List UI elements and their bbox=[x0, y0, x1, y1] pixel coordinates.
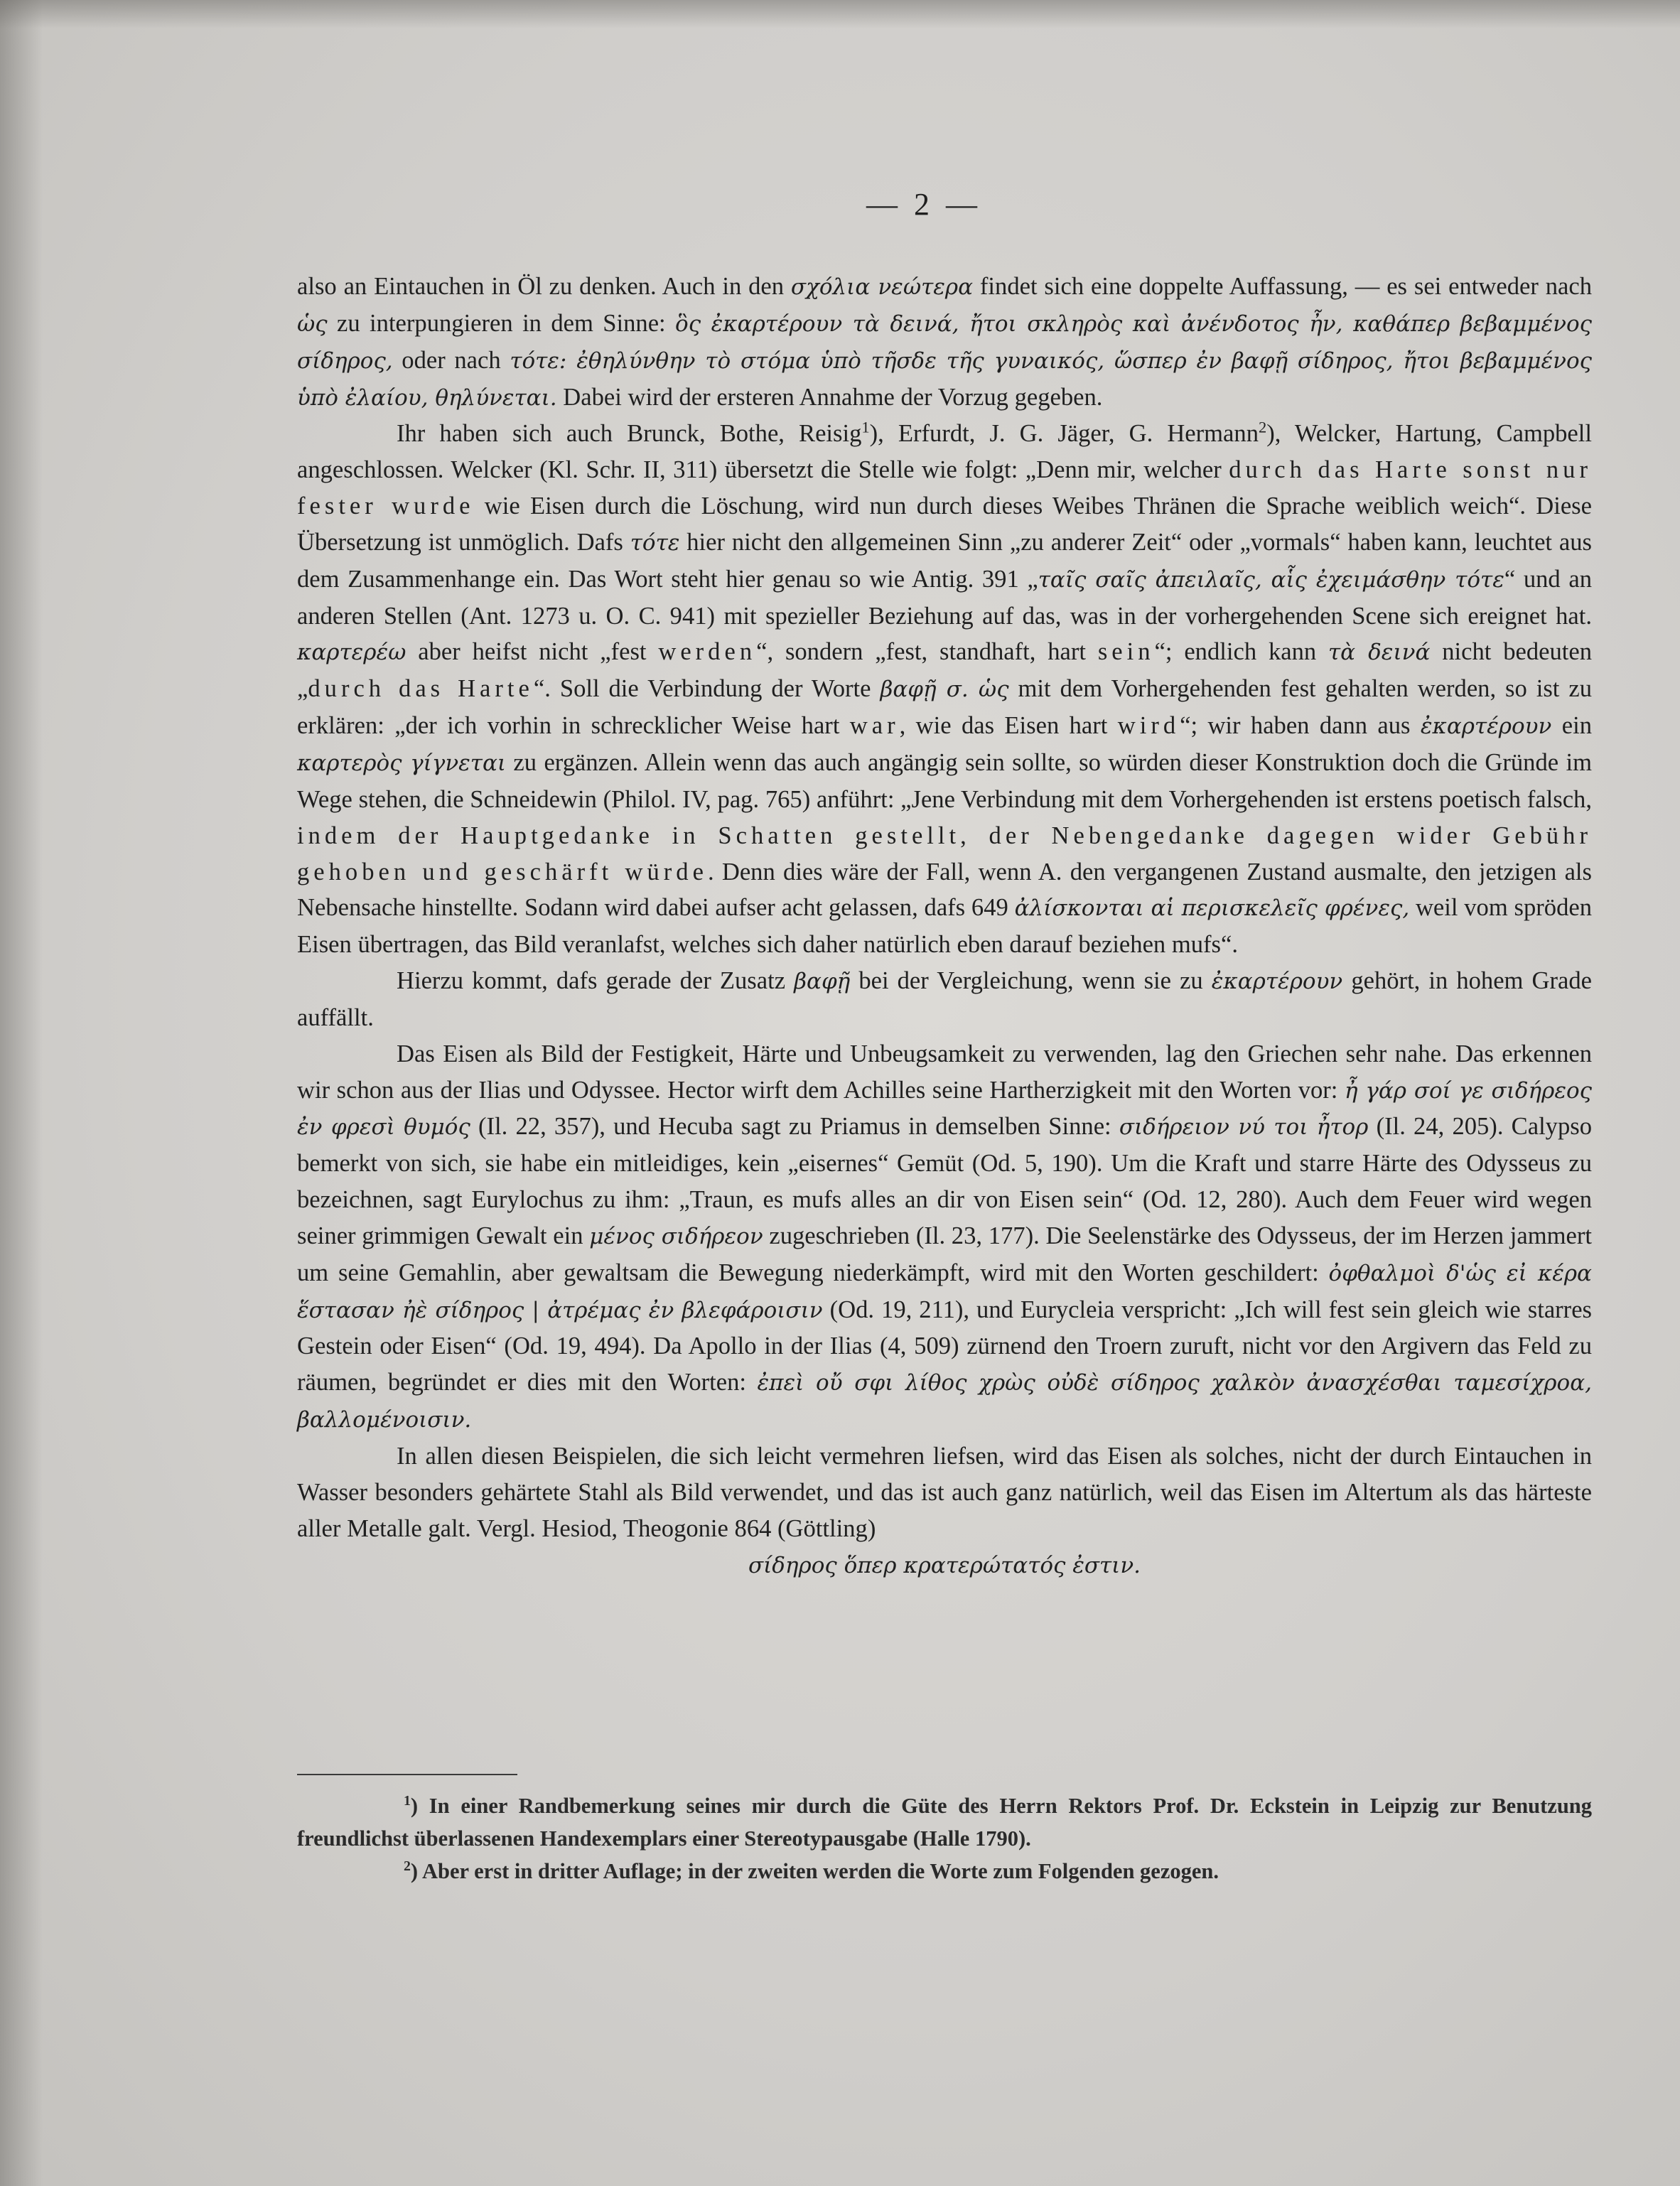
footnote-2: $^2$) Aber erst in dritter Auflage; in der zweiten werden die Worte zum Folgenden gezogen. bbox=[404, 1858, 1219, 1883]
page-number: — 2 — bbox=[866, 187, 981, 222]
paragraph-4: Das Eisen als Bild der Festigkeit, Härte und Unbeugsamkeit zu verwenden, lag den Griechen sehr nahe. Das erkennen wir schon aus der Ilias und Odyssee. Hector wirft dem Achilles seine Hartherzigkeit mit den Worten vor: ἦ γάρ σοί γε σιδήρεος ἐν φρεσὶ θυμός (Il. 22, 357), und Hecuba sagt zu Priamus in demselben Sinne: σιδήρειον νύ τοι ἦτορ (Il. 24, 205). Calypso bemerkt von sich, sie habe ein mitleidiges, kein „eisernes“ Gemüt (Od. 5, 190). Um die Kraft und starre Härte des Odysseus zu bezeichnen, sagt Eurylochus zu ihm: „Traun, es mufs alles an dir von Eisen sein“ (Od. 12, 280). Auch dem Feuer wird wegen seiner grimmigen Gewalt ein μένος σιδήρεον zugeschrieben (Il. 23, 177). Die Seelenstärke des Odysseus, der im Herzen jammert um seine Gemahlin, aber gewaltsam die Bewegung niederkämpft, wird mit den Worten geschildert: ὀφθαλμοὶ δ'ὡς εἰ κέρα ἕστασαν ἠὲ σίδηρος | ἀτρέμας ἐν βλεφάροισιν (Od. 19, 211), und Eurycleia verspricht: „Ich will fest sein gleich wie starres Gestein oder Eisen“ (Od. 19, 494). Da Apollo in der Ilias (4, 509) zürnend den Troern zuruft, nicht vor den Argivern das Feld zu räumen, begründet er dies mit den Worten: ἐπεὶ οὔ σφι λίθος χρὼς οὐδὲ σίδηρος χαλκὸν ἀνασχέσθαι ταμεσίχροα, βαλλομένοισιν. bbox=[297, 1040, 1592, 1433]
page-top-shadow bbox=[0, 0, 1680, 28]
footnotes bbox=[297, 1789, 1592, 1888]
page-edge-shadow bbox=[0, 0, 43, 2186]
footnote-1: $^1$) In einer Randbemerkung seines mir durch die Güte des Herrn Rektors Prof. Dr. Eckstein in Leipzig zur Benutzung freundlichst überlassenen Handexemplars einer Stereotypausgabe (Halle 1790). bbox=[297, 1793, 1592, 1851]
paragraph-2: Ihr haben sich auch Brunck, Bothe, Reisig$^1$), Erfurdt, J. G. Jäger, G. Hermann$^2$), Welcker, Hartung, Campbell angeschlossen. Welcker (Kl. Schr. II, 311) übersetzt die Stelle wie folgt: „Denn mir, welcher durch das Harte sonst nur fester wurde wie Eisen durch die Löschung, wird nun durch dieses Weibes Thränen die Sprache weiblich weich“. Diese Übersetzung ist unmöglich. Dafs τότε hier nicht den allgemeinen Sinn „zu anderer Zeit“ oder „vormals“ haben kann, leuchtet aus dem Zusammenhange ein. Das Wort steht hier genau so wie Antig. 391 „ταῖς σαῖς ἀπειλαῖς, αἷς ἐχειμάσθην τότε“ und an anderen Stellen (Ant. 1273 u. O. C. 941) mit spezieller Beziehung auf das, was in der vorhergehenden Scene sich ereignet hat. καρτερέω aber heifst nicht „fest werden“, sondern „fest, standhaft, hart sein“; endlich kann τὰ δεινά nicht bedeuten „durch das Harte“. Soll die Verbindung der Worte βαφῇ σ. ὡς mit dem Vorhergehenden fest gehalten werden, so ist zu erklären: „der ich vorhin in schrecklicher Weise hart war, wie das Eisen hart wird“; wir haben dann aus ἐκαρτέρουν ein καρτερὸς γίγνεται zu ergänzen. Allein wenn das auch angängig sein sollte, so würden dieser Konstruktion doch die Gründe im Wege stehen, die Schneidewin (Philol. IV, pag. 765) anführt: „Jene Verbindung mit dem Vorhergehenden ist erstens poetisch falsch, indem der Hauptgedanke in Schatten gestellt, der Nebengedanke dagegen wider Gebühr gehoben und geschärft würde. Denn dies wäre der Fall, wenn A. den vergangenen Zustand ausmalte, den jetzigen als Nebensache hinstellte. Sodann wird dabei aufser acht gelassen, dafs 649 ἀλίσκονται αἱ περισκελεῖς φρένες, weil vom spröden Eisen übertragen, das Bild veranlafst, welches sich daher natürlich eben darauf beziehen mufs“. bbox=[297, 419, 1593, 959]
greek-quote: σίδηρος ὅπερ κρατερώτατός ἐστιν. bbox=[748, 1552, 1141, 1578]
paragraph-3: Hierzu kommt, dafs gerade der Zusatz βαφῇ bei der Vergleichung, wenn sie zu ἐκαρτέρουν gehört, in hohem Grade auffällt. bbox=[297, 967, 1592, 1031]
paragraph-5: In allen diesen Beispielen, die sich leicht vermehren liefsen, wird das Eisen als solches, nicht der durch Eintauchen in Wasser besonders gehärtete Stahl als Bild verwendet, und das ist auch ganz natürlich, weil das Eisen im Altertum als das härteste aller Metalle galt. Vergl. Hesiod, Theogonie 864 (Göttling) bbox=[297, 1443, 1592, 1542]
paragraph-1: also an Eintauchen in Öl zu denken. Auch in den σχόλια νεώτερα findet sich eine doppelte Auffassung, — es sei entweder nach ὡς zu interpungieren in dem Sinne: ὃς ἐκαρτέρουν τὰ δεινά, ἤτοι σκληρὸς καὶ ἀνένδοτος ἦν, καθάπερ βεβαμμένος σίδηρος, oder nach τότε: ἐθηλύνθην τὸ στόμα ὑπὸ τῆσδε τῆς γυναικός, ὥσπερ ἐν βαφῇ σίδηρος, ἤτοι βεβαμμένος ὑπὸ ἐλαίου, θηλύνεται. Dabei wird der ersteren Annahme der Vorzug gegeben. bbox=[297, 273, 1592, 411]
body-text bbox=[297, 269, 1592, 1583]
footnote-rule bbox=[297, 1774, 517, 1775]
